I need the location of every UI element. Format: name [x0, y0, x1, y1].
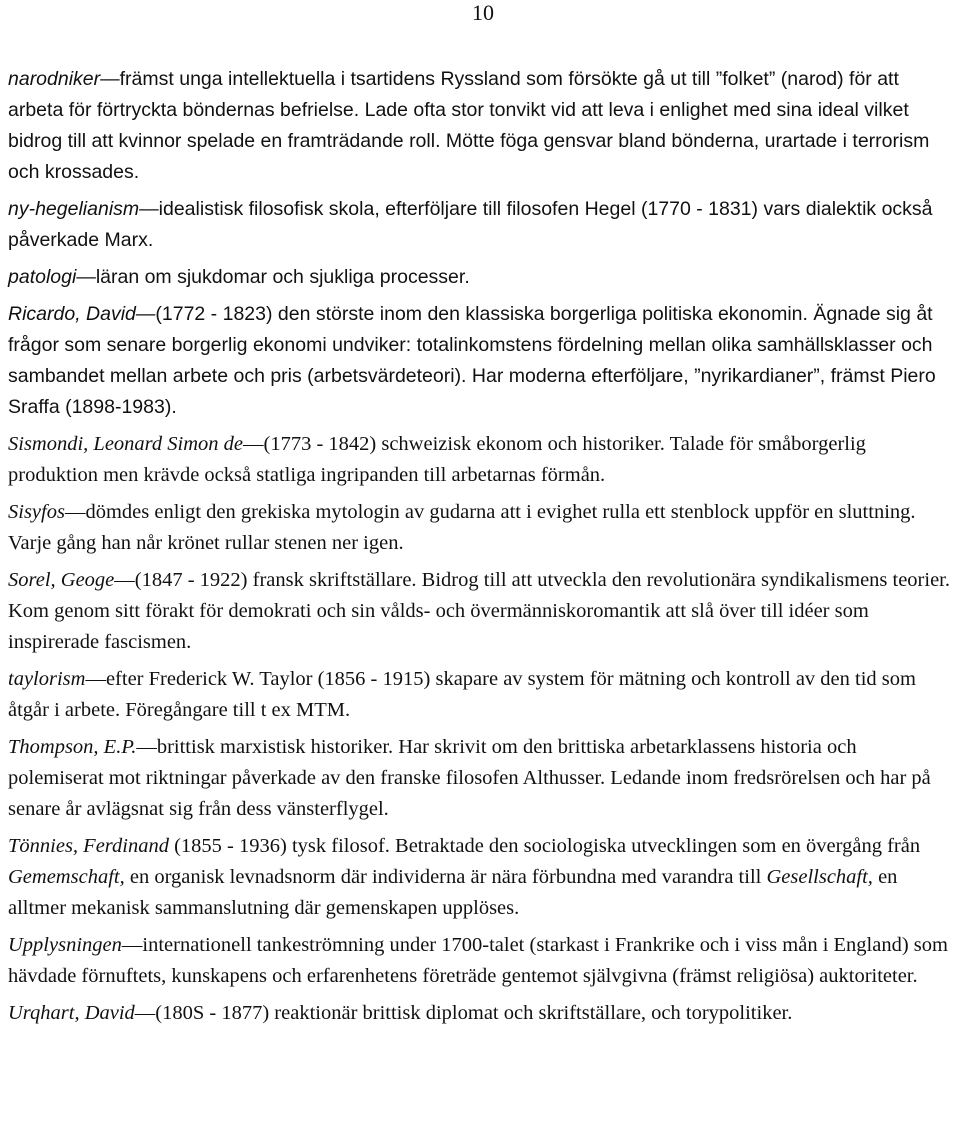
entry-definition: internationell tankeströmning under 1700-talet (starkast i Frankrike och i viss mån i England) som hävdade förnuftets, kunskapens och erfarenhetens företräde gentemot självgivna (främst religiösa) auktoriteter. [8, 934, 948, 987]
entry-dash: — [134, 1002, 156, 1024]
entry-dash: — [139, 198, 159, 220]
entry-definition: idealistisk filosofisk skola, efterföljare till filosofen Hegel (1770 - 1831) vars dialektik också påverkade Marx. [8, 198, 933, 251]
entry-dash: — [243, 433, 264, 455]
entry-term: patologi [8, 266, 77, 288]
glossary-entry-narodniker [8, 64, 954, 188]
entry-term: Urqhart, David [8, 1002, 135, 1024]
entry-definition-part: (1855 - 1936) tysk filosof. Betraktade den sociologiska utvecklingen som en övergång från [174, 835, 921, 857]
entry-dash: — [136, 736, 157, 758]
entry-definition: (1773 - 1842) schweizisk ekonom och historiker. Talade för småborgerlig produktion men krävde också statliga ingripanden till arbetarnas förmån. [8, 433, 866, 486]
entry-dash: — [114, 569, 135, 591]
glossary-entry-urqhart [8, 998, 954, 1029]
glossary-entry-upplysningen [8, 930, 954, 992]
entry-dash: — [121, 934, 143, 956]
entry-term: Thompson, E.P. [8, 736, 137, 758]
entry-term: narodniker [8, 68, 101, 90]
entry-term: Sorel, Geoge [8, 569, 115, 591]
entry-term: Ricardo, David [8, 303, 136, 325]
glossary-entry-sorel [8, 565, 954, 658]
entry-definition: dömdes enligt den grekiska mytologin av gudarna att i evighet rulla ett stenblock uppför en sluttning. Varje gång han når krönet rullar stenen ner igen. [8, 501, 916, 554]
entry-dash: — [135, 303, 156, 325]
entry-term: ny-hegelianism [8, 198, 140, 220]
glossary-entry-sisyfos [8, 497, 954, 559]
entry-term: Upplysningen [8, 934, 122, 956]
entry-italic-term: Gesellschaft, [766, 866, 873, 888]
glossary-entry-taylorism [8, 664, 954, 726]
glossary-entry-patologi [8, 262, 954, 293]
entry-term: Sismondi, Leonard Simon de [8, 433, 243, 455]
glossary-entry-tonnies [8, 831, 954, 924]
entry-term: Tönnies, Ferdinand [8, 835, 169, 857]
glossary-entry-thompson [8, 732, 954, 825]
entry-definition: brittisk marxistisk historiker. Har skrivit om den brittiska arbetarklassens historia och polemiserat mot riktningar påverkade av den franske filosofen Althusser. Ledande inom fredsrörelsen och har på senare år avlägsnat sig från dess vänsterflygel. [8, 736, 931, 820]
entry-dash: — [100, 68, 120, 90]
entry-definition-part: en organisk levnadsnorm där individerna är nära förbundna med varandra till [129, 866, 762, 888]
entry-definition: efter Frederick W. Taylor (1856 - 1915) skapare av system för mätning och kontroll av den tid som åtgår i arbete. Föregångare till t ex MTM. [8, 668, 916, 721]
glossary [8, 64, 954, 1035]
entry-term: Sisyfos [8, 501, 65, 523]
glossary-entry-ny-hegelianism [8, 194, 954, 256]
glossary-entry-sismondi [8, 429, 954, 491]
entry-dash: — [76, 266, 96, 288]
page-number: 10 [472, 0, 494, 25]
entry-italic-term: Gememschaft, [8, 866, 125, 888]
entry-dash: — [64, 501, 86, 523]
entry-definition: läran om sjukdomar och sjukliga processer. [95, 266, 470, 288]
glossary-entry-ricardo [8, 299, 954, 423]
entry-definition: (1847 - 1922) fransk skriftställare. Bidrog till att utveckla den revolutionära syndikalismens teorier. Kom genom sitt förakt för demokrati och sin vålds- och övermänniskoromantik att slå över till idéer som inspirerade fascismen. [8, 569, 951, 653]
entry-definition: (180S - 1877) reaktionär brittisk diplomat och skriftställare, och torypolitiker. [155, 1002, 793, 1024]
entry-definition: främst unga intellektuella i tsartidens Ryssland som försökte gå ut till ”folket” (narod) för att arbeta för förtryckta böndernas befrielse. Lade ofta stor tonvikt vid att leva i enlighet med sina ideal vilket bidrog till att kvinnor spelade en framträdande roll. Mötte föga gensvar bland bönderna, urartade i terrorism och krossades. [8, 68, 930, 183]
entry-dash: — [85, 668, 106, 690]
entry-definition-part: en alltmer mekanisk sammanslutning där gemenskapen upplöses. [8, 866, 898, 919]
entry-definition: (1772 - 1823) den störste inom den klassiska borgerliga politiska ekonomin. Ägnade sig åt frågor som senare borgerlig ekonomi undviker: totalinkomstens fördelning mellan olika samhällsklasser och sambandet mellan arbete och pris (arbetsvärdeteori). Har moderna efterföljare, ”nyrikardianer”, främst Piero Sraffa (1898-1983). [8, 303, 936, 418]
entry-term: taylorism [8, 668, 86, 690]
